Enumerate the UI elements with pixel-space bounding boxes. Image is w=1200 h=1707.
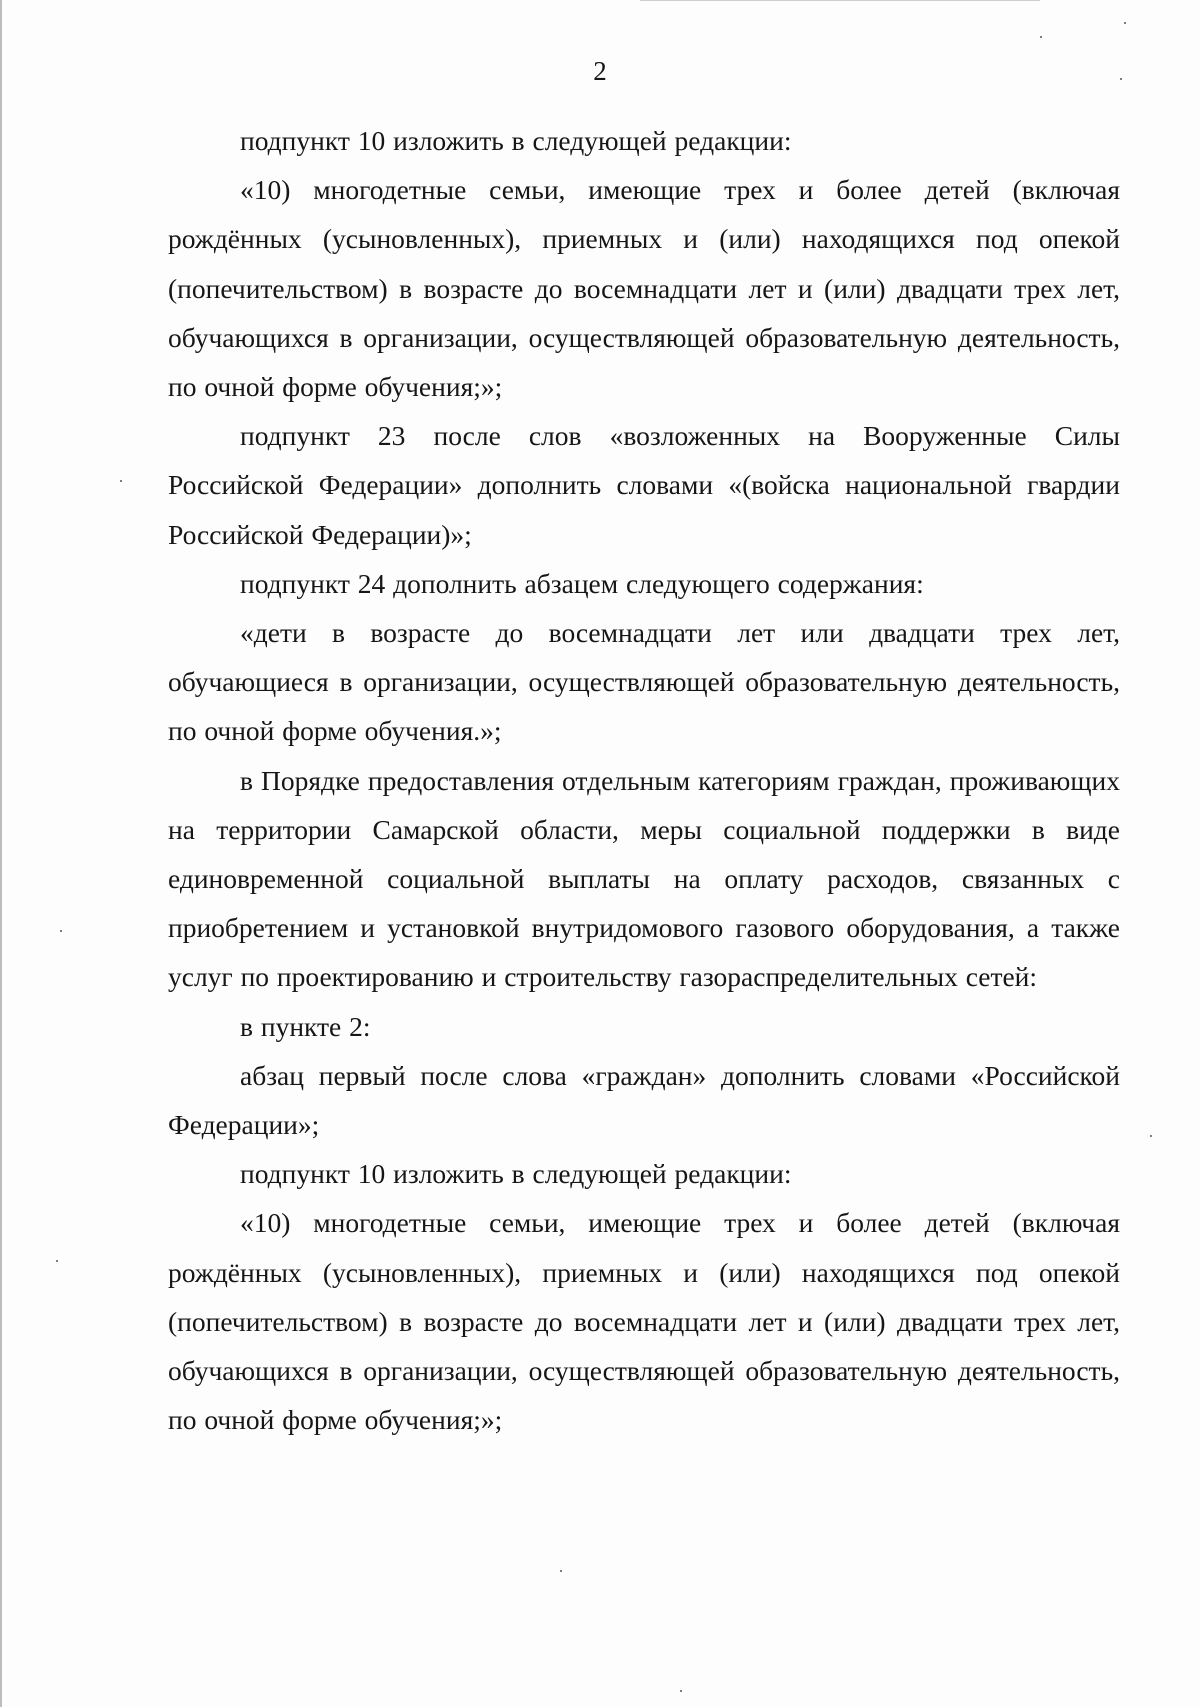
scan-speck	[1120, 78, 1122, 80]
paragraph-5: «дети в возрасте до восемнадцати лет или двадцати трех лет, обучающиеся в организации, осуществляющей образовательную деятельность, по очной форме обучения.»;	[168, 617, 1120, 747]
document-body	[168, 116, 1120, 1444]
paragraph-8: абзац первый после слова «граждан» дополнить словами «Российской Федерации»;	[168, 1059, 1120, 1141]
paragraph-2: «10) многодетные семьи, имеющие трех и более детей (включая рождённых (усыновленных), приемных и (или) находящихся под опекой (попечительством) в возрасте до восемнадцати лет и (или) двадцати трех лет, обучающихся в организации, осуществляющей образовательную деятельность, по очной форме обучения;»;	[168, 174, 1120, 403]
paragraph-1: подпункт 10 изложить в следующей редакции:	[240, 125, 792, 156]
scan-edge-top	[640, 0, 1040, 1]
scan-speck	[1040, 36, 1042, 38]
scan-speck	[1150, 1135, 1152, 1137]
scan-speck	[560, 1570, 562, 1572]
scan-speck	[60, 930, 62, 932]
scan-speck	[680, 1690, 682, 1692]
paragraph-6: в Порядке предоставления отдельным категориям граждан, проживающих на территории Самарской области, меры социальной поддержки в виде единовременной социальной выплаты на оплату расходов, связанных с приобретением и установкой внутридомового газового оборудования, а также услуг по проектированию и строительству газораспределительных сетей:	[168, 764, 1120, 993]
page-number: 2	[593, 56, 607, 86]
paragraph-7: в пункте 2:	[240, 1010, 371, 1042]
paragraph-10: «10) многодетные семьи, имеющие трех и более детей (включая рождённых (усыновленных), приемных и (или) находящихся под опекой (попечительством) в возрасте до восемнадцати лет и (или) двадцати трех лет, обучающихся в организации, осуществляющей образовательную деятельность, по очной форме обучения;»;	[168, 1207, 1120, 1436]
scan-speck	[1124, 22, 1126, 24]
paragraph-9: подпункт 10 изложить в следующей редакции:	[240, 1158, 792, 1190]
scan-speck	[120, 480, 122, 482]
scan-speck	[56, 1260, 58, 1262]
paragraph-3: подпункт 23 после слов «возложенных на Вооруженные Силы Российской Федерации» дополнить словами «(войска национальной гвардии Российской Федерации)»;	[168, 420, 1120, 550]
scan-edge-left	[0, 0, 2, 1707]
paragraph-4: подпункт 24 дополнить абзацем следующего содержания:	[240, 567, 924, 599]
